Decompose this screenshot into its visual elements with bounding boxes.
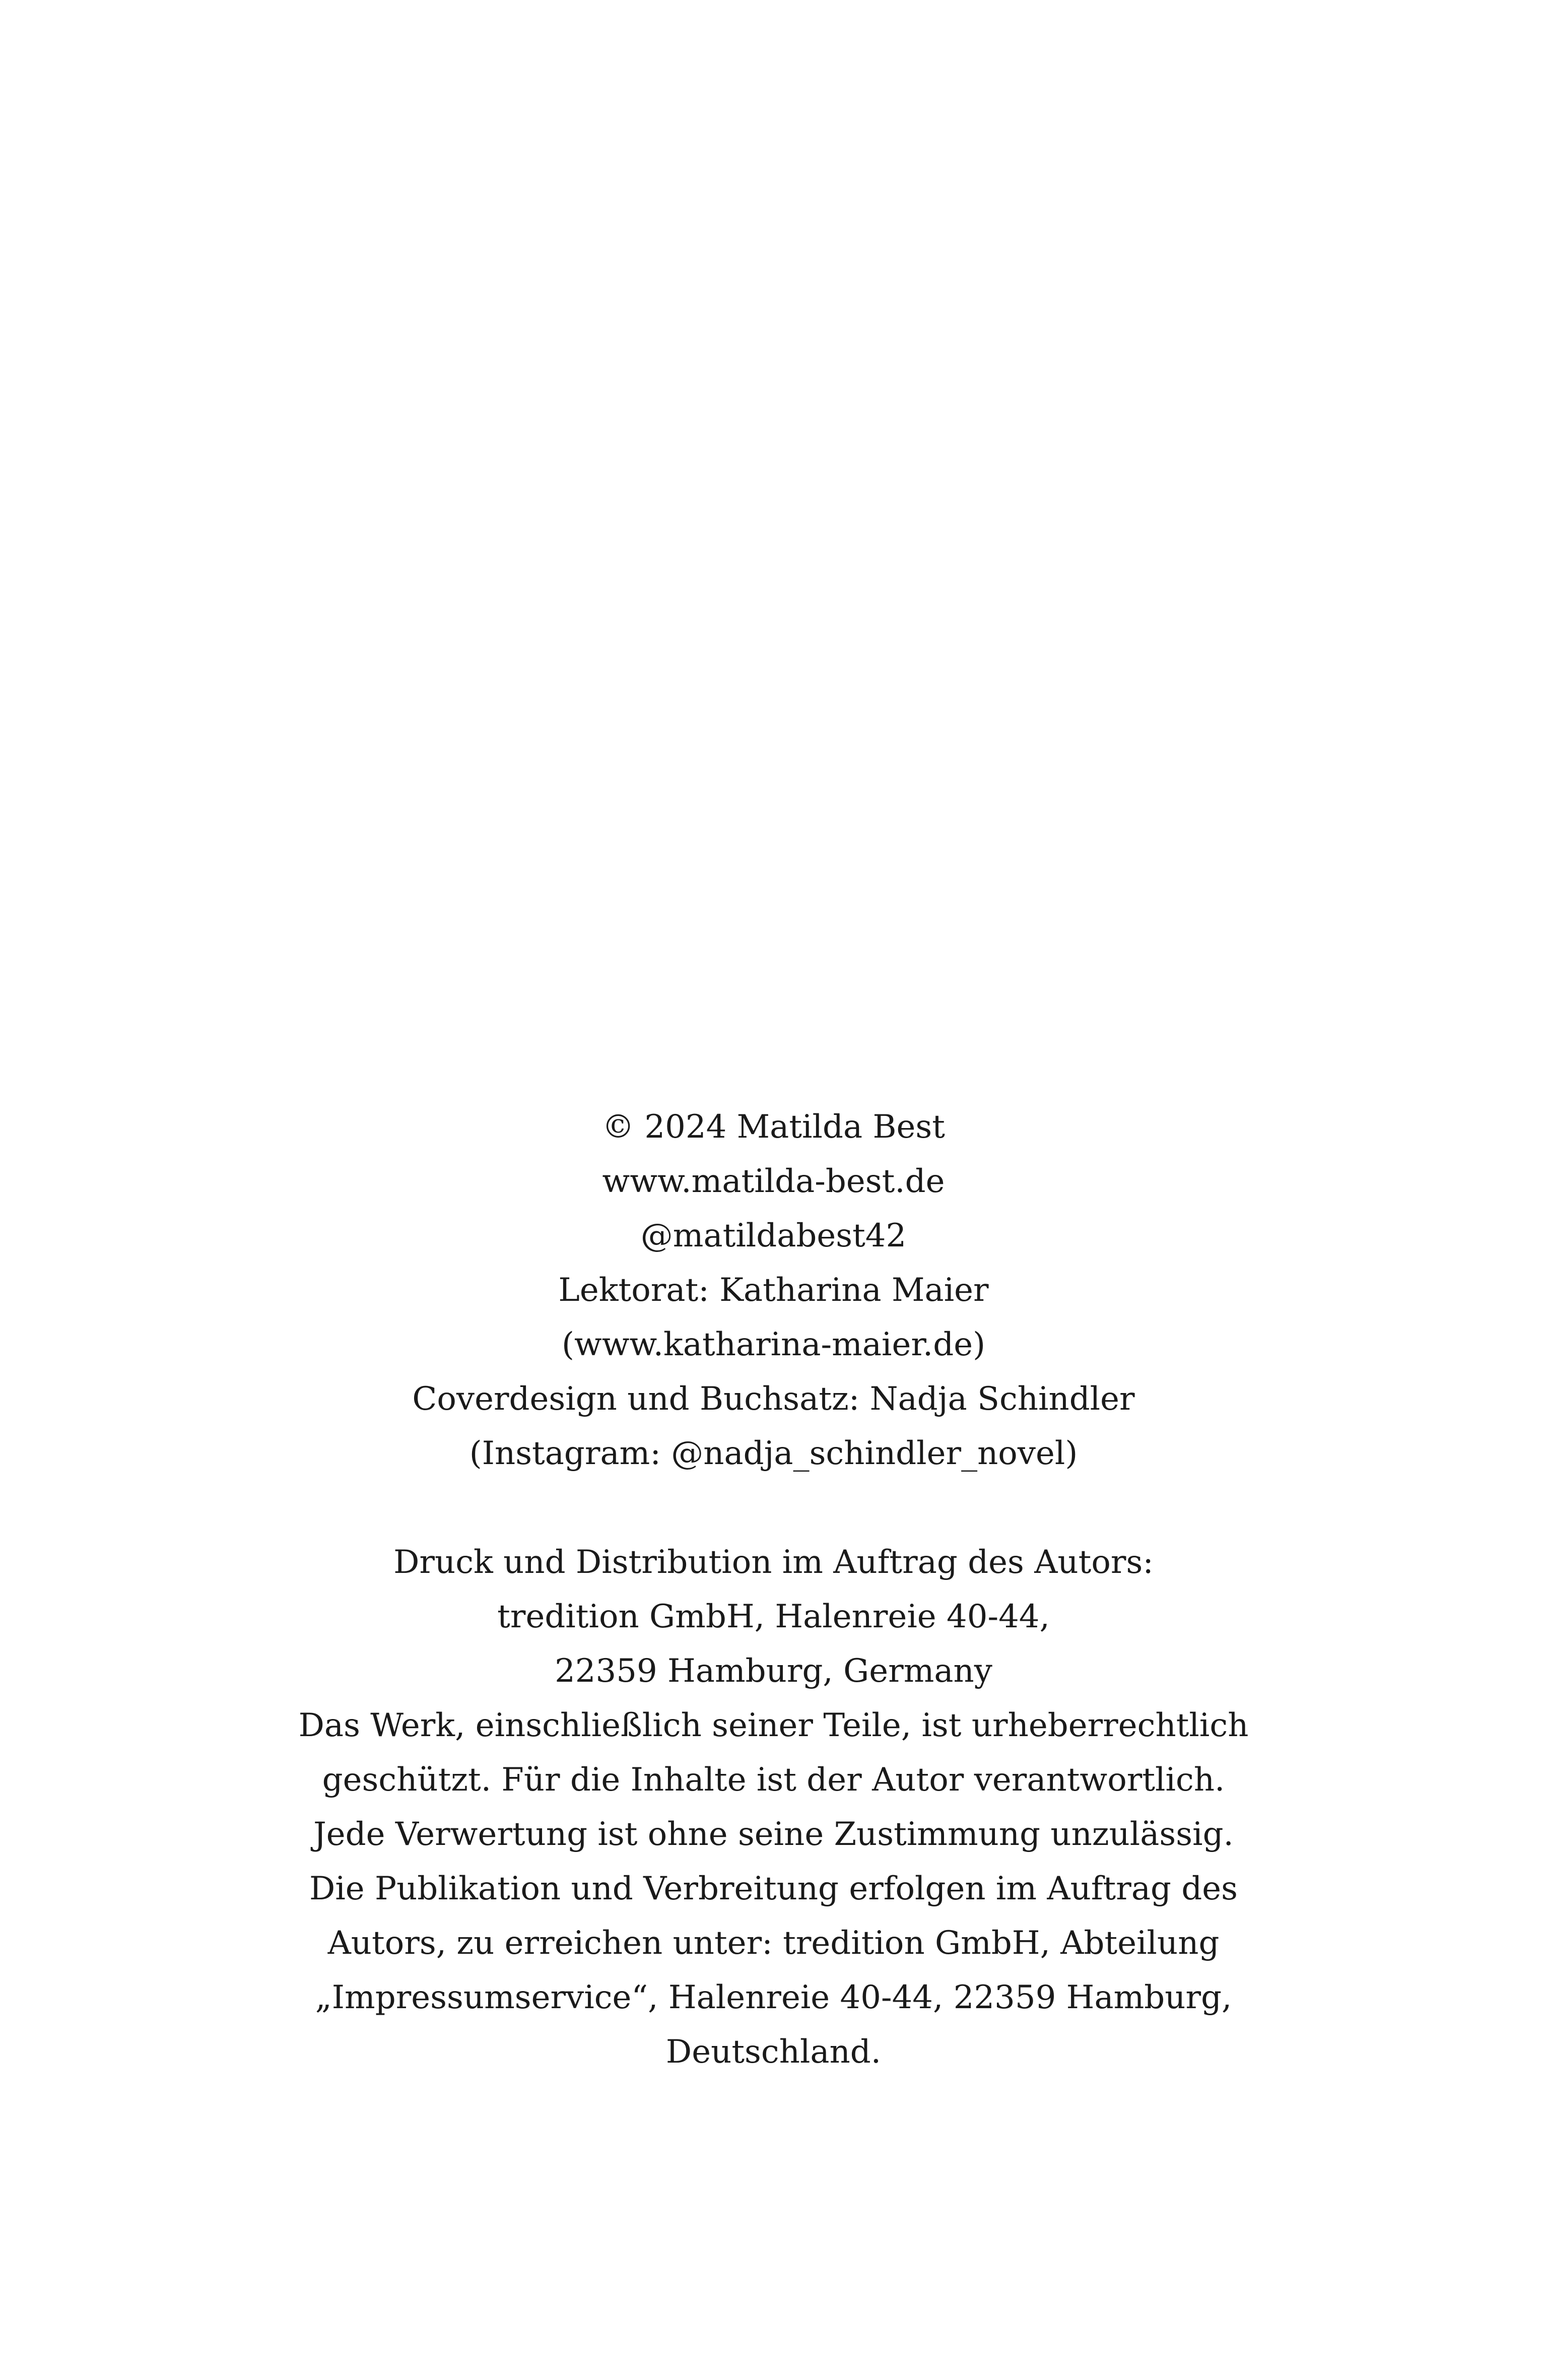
credits-section <box>0 1100 1547 1481</box>
legal-line: „Impressumservice“, Halenreie 40-44, 22359 Hamburg, <box>315 1979 1232 2016</box>
legal-line: Autors, zu erreichen unter: tredition GmbH, Abteilung <box>327 1925 1220 1962</box>
legal-section <box>0 1535 1547 2079</box>
designer-instagram-line: (Instagram: @nadja_schindler_novel) <box>469 1435 1078 1472</box>
legal-line: Druck und Distribution im Auftrag des Autors: <box>393 1544 1154 1581</box>
legal-line: Jede Verwertung ist ohne seine Zustimmung unzulässig. <box>313 1816 1234 1853</box>
legal-line: geschützt. Für die Inhalte ist der Autor verantwortlich. <box>322 1761 1225 1799</box>
editor-line: Lektorat: Katharina Maier <box>558 1272 989 1309</box>
legal-line: Das Werk, einschließlich seiner Teile, ist urheberrechtlich <box>298 1707 1249 1744</box>
legal-line: Die Publikation und Verbreitung erfolgen im Auftrag des <box>309 1870 1238 1907</box>
imprint-block <box>0 1100 1547 2079</box>
legal-line: Deutschland. <box>665 2033 882 2071</box>
editor-website-line: (www.katharina-maier.de) <box>561 1326 986 1363</box>
section-spacer <box>0 1481 1547 1535</box>
copyright-line: © 2024 Matilda Best <box>602 1108 945 1146</box>
legal-line: tredition GmbH, Halenreie 40-44, <box>497 1598 1050 1635</box>
legal-line: 22359 Hamburg, Germany <box>555 1652 992 1690</box>
website-line: www.matilda-best.de <box>602 1163 945 1200</box>
design-credit-line: Coverdesign und Buchsatz: Nadja Schindler <box>412 1380 1135 1418</box>
social-handle-line: @matildabest42 <box>640 1217 907 1254</box>
